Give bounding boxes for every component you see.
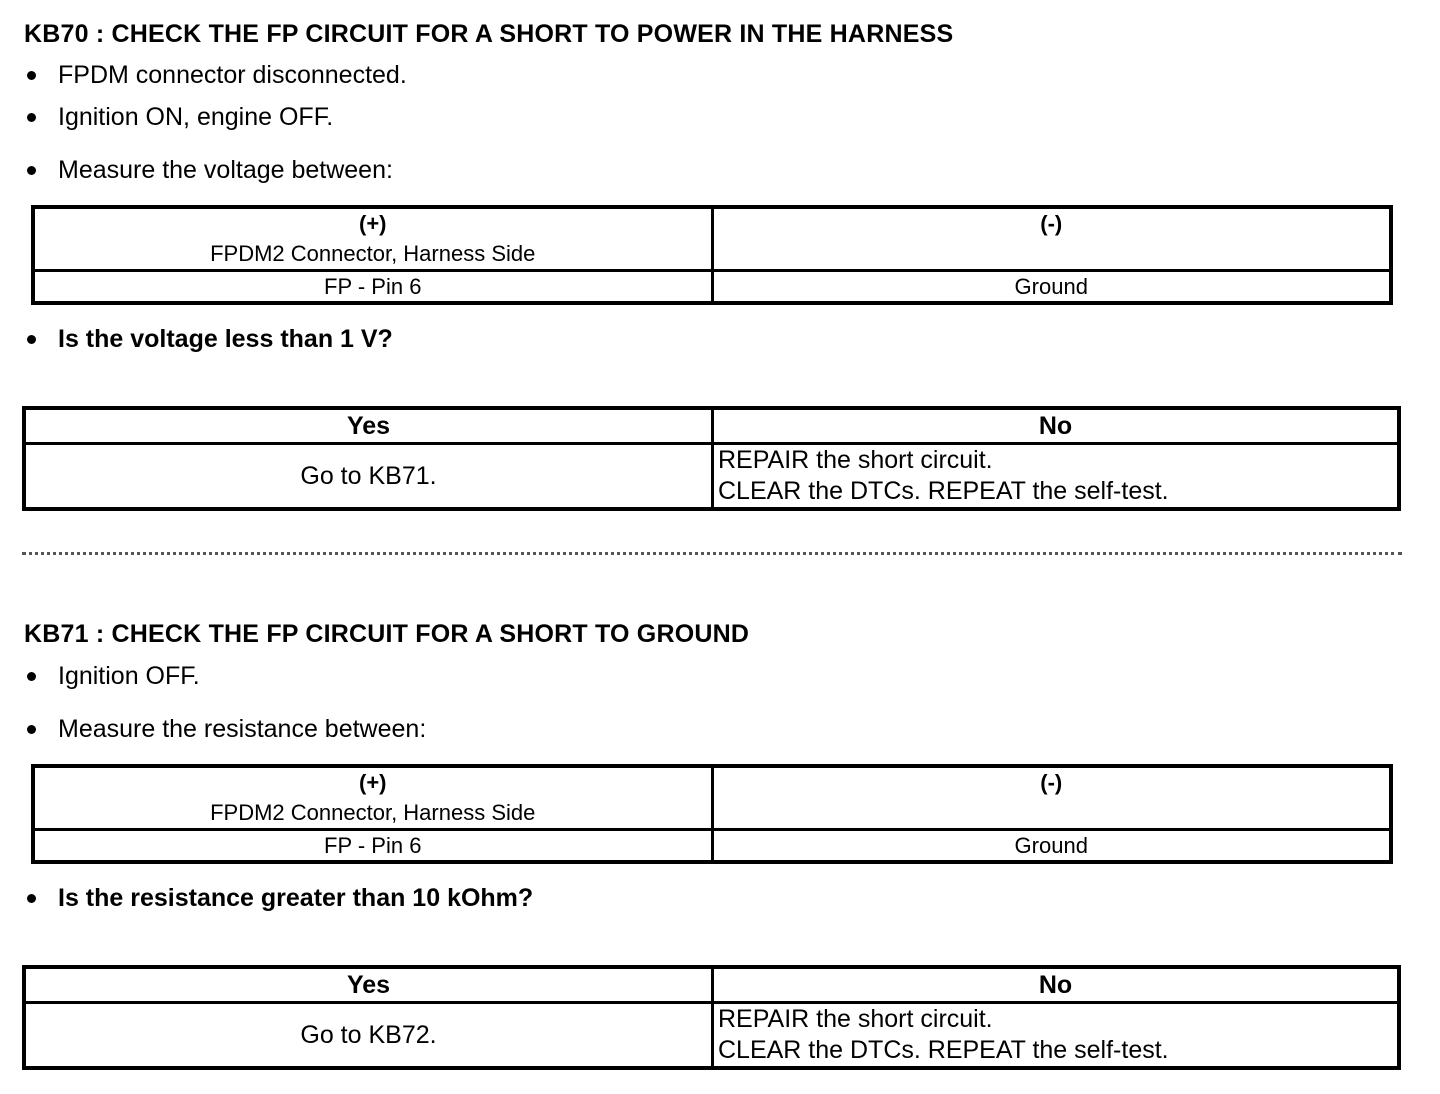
bullet-icon [27,672,36,681]
minus-symbol: (-) [1040,770,1063,795]
no-action-line: CLEAR the DTCs. REPEAT the self-test. [718,477,1169,505]
plus-value-cell: FP - Pin 6 [33,271,712,304]
yes-action: Go to KB72. [24,1003,713,1069]
step-heading: KB71 : CHECK THE FP CIRCUIT FOR A SHORT TO GROUND [24,620,750,648]
plus-symbol: (+) [359,211,387,236]
plus-symbol: (+) [359,770,387,795]
yes-action: Go to KB71. [24,444,713,510]
measure-table [31,764,1393,864]
no-action-line: REPAIR the short circuit. [718,1005,993,1033]
no-action-line: REPAIR the short circuit. [718,446,993,474]
bullet-item [24,61,407,90]
plus-header-cell [33,207,712,271]
answer-table [22,965,1401,1070]
bullet-icon [27,894,36,903]
bullet-text: Ignition OFF. [58,662,200,690]
no-header: No [713,967,1400,1003]
bullet-icon [27,335,36,344]
bullet-text: FPDM connector disconnected. [58,61,407,89]
question-text: Is the voltage less than 1 V? [58,325,393,353]
no-action [713,444,1400,510]
question-text: Is the resistance greater than 10 kOhm? [58,884,534,912]
question-item [24,884,533,913]
step-heading: KB70 : CHECK THE FP CIRCUIT FOR A SHORT TO POWER IN THE HARNESS [24,20,954,48]
minus-value-cell: Ground [712,830,1391,863]
bullet-icon [27,71,36,80]
section-divider [22,552,1402,555]
bullet-item [24,662,200,691]
bullet-item [24,715,426,744]
plus-title: FPDM2 Connector, Harness Side [210,800,536,825]
bullet-text: Ignition ON, engine OFF. [58,103,334,131]
plus-title: FPDM2 Connector, Harness Side [210,241,536,266]
minus-value-cell: Ground [712,271,1391,304]
no-header: No [713,408,1400,444]
plus-value-cell: FP - Pin 6 [33,830,712,863]
no-action-line: CLEAR the DTCs. REPEAT the self-test. [718,1036,1169,1064]
bullet-item [24,156,393,185]
minus-header-cell [712,766,1391,830]
measure-table [31,205,1393,305]
measure-label: Measure the resistance between: [58,715,427,743]
minus-header-cell [712,207,1391,271]
bullet-icon [27,166,36,175]
plus-header-cell [33,766,712,830]
measure-label: Measure the voltage between: [58,156,393,184]
bullet-item [24,103,333,132]
question-item [24,325,393,354]
yes-header: Yes [24,967,713,1003]
bullet-icon [27,725,36,734]
answer-table [22,406,1401,511]
minus-symbol: (-) [1040,211,1063,236]
no-action [713,1003,1400,1069]
yes-header: Yes [24,408,713,444]
bullet-icon [27,113,36,122]
